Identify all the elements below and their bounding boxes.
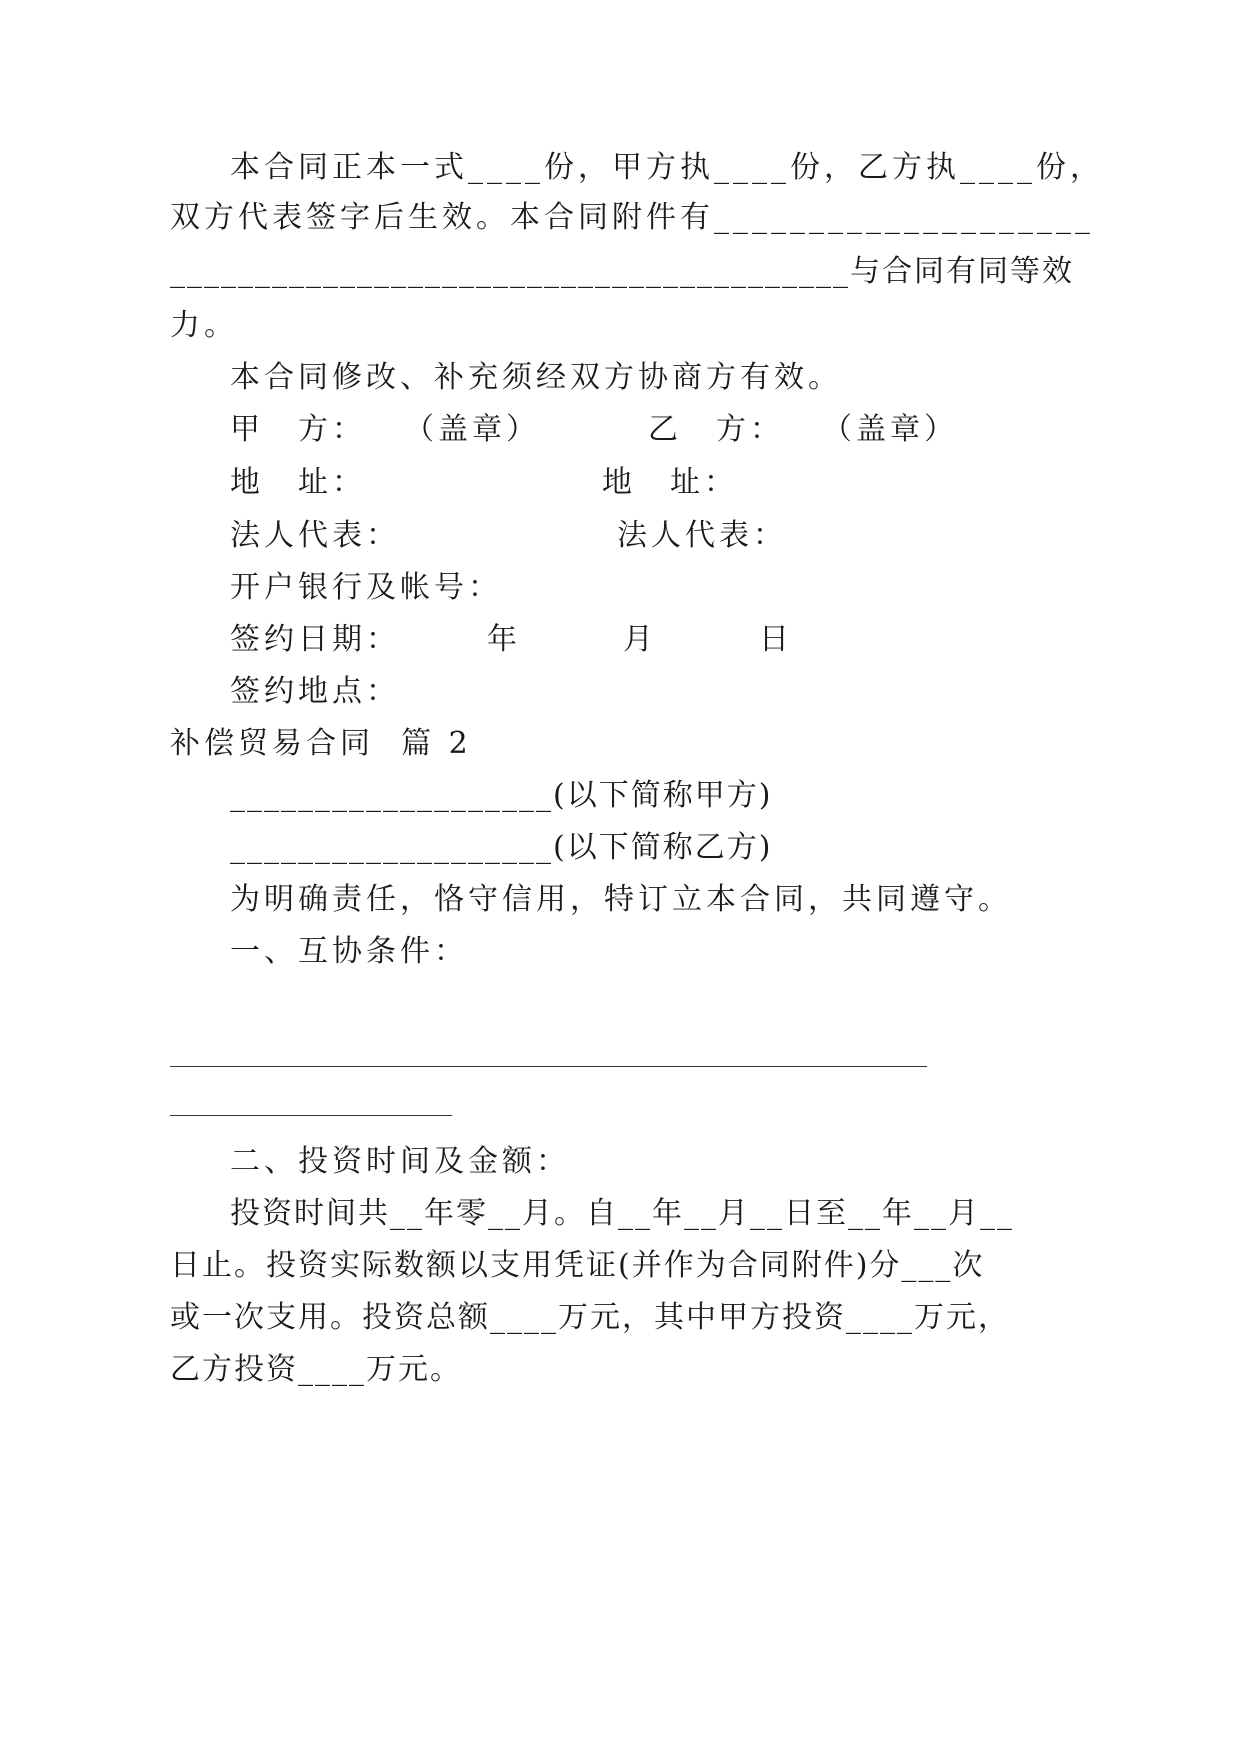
clause2-title: 二、投资时间及金额： [230, 1144, 570, 1179]
paragraph1-line1: 本合同正本一式____份，甲方执____份，乙方执____份， [230, 150, 1104, 185]
clause2-line1: 投资时间共__年零__月。自__年__月__日至__年__月__ [230, 1196, 1014, 1231]
clause2-line4: 乙方投资____万元。 [170, 1352, 462, 1387]
blank-rule-1 [170, 1066, 927, 1067]
party-a-seal: 甲 方： （盖章） [230, 412, 540, 447]
sign-place: 签约地点： [230, 674, 400, 709]
party-b-line: ___________________(以下简称乙方) [230, 830, 773, 865]
paragraph2: 本合同修改、补充须经双方协商方有效。 [230, 360, 842, 395]
party-a-line: ___________________(以下简称甲方) [230, 778, 773, 813]
legal-rep-a: 法人代表： [230, 518, 400, 553]
paragraph1-line2: 双方代表签字后生效。本合同附件有____________________ [170, 200, 1094, 235]
legal-rep-b: 法人代表： [617, 518, 787, 553]
section2-title: 补偿贸易合同 篇 2 [170, 726, 472, 761]
blank-rule-2 [170, 1115, 452, 1116]
paragraph1-line3: ________________________________________与合同有同等效 [170, 254, 1074, 289]
clause2-line2: 日止。投资实际数额以支用凭证(并作为合同附件)分___次 [170, 1248, 985, 1283]
sign-date: 签约日期： 年 月 日 [230, 622, 793, 657]
address-b: 地 址： [602, 465, 738, 500]
paragraph1-line4: 力。 [170, 308, 238, 343]
address-a: 地 址： [230, 465, 366, 500]
intro: 为明确责任，恪守信用，特订立本合同，共同遵守。 [230, 882, 1012, 917]
clause2-line3: 或一次支用。投资总额____万元，其中甲方投资____万元， [170, 1300, 1010, 1335]
party-b-seal: 乙 方： （盖章） [648, 412, 958, 447]
bank-account: 开户银行及帐号： [230, 570, 502, 605]
clause1-title: 一、互协条件： [230, 934, 468, 969]
